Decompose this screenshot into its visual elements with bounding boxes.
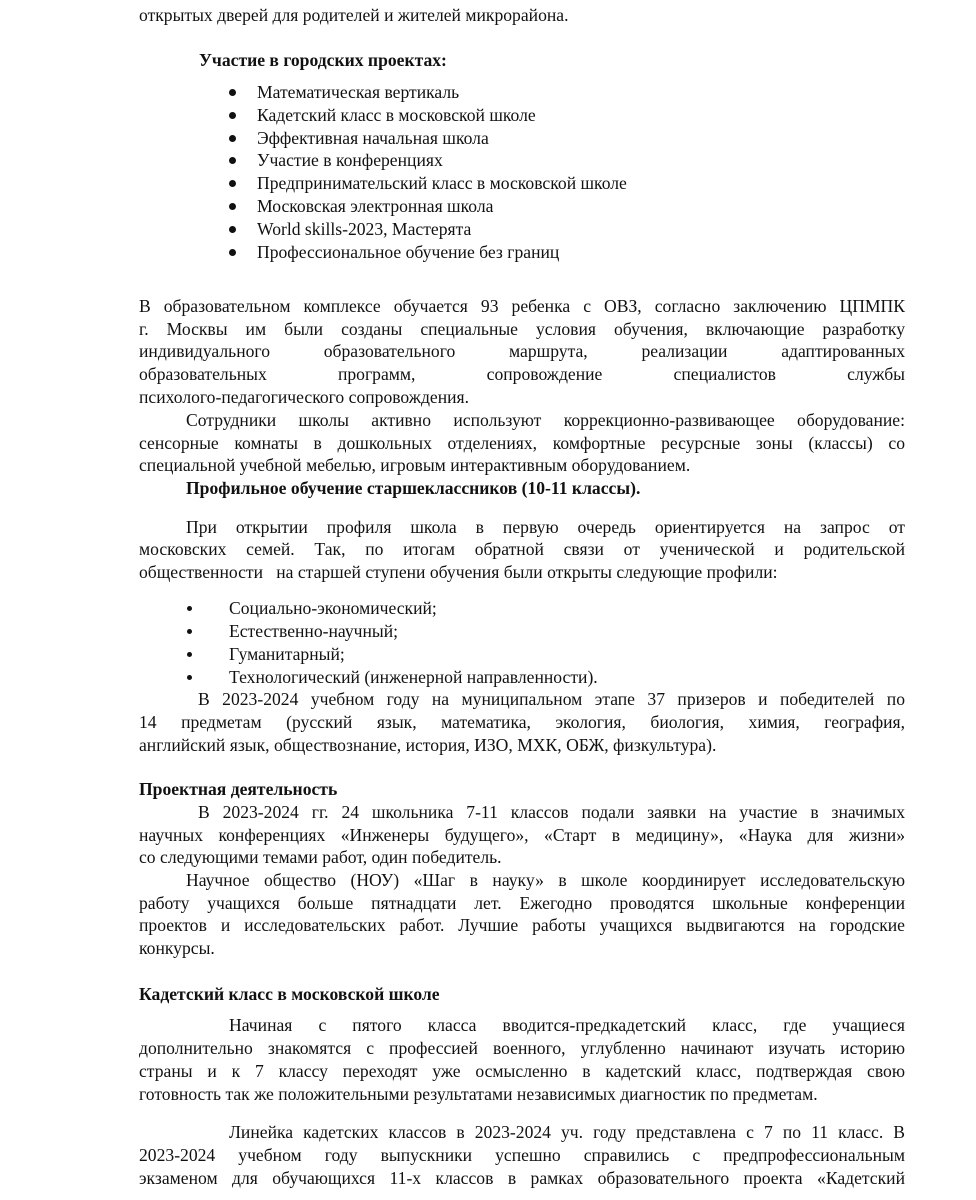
list-item: Кадетский класс в московской школе	[257, 105, 536, 125]
list-item: Участие в конференциях	[257, 150, 443, 170]
bullet-icon	[187, 675, 192, 680]
bullet-icon	[187, 629, 192, 634]
paragraph-line: Сотрудники школы активно используют коррекционно-развивающее оборудование:	[186, 410, 905, 430]
paragraph-line: Начиная с пятого класса вводится-предкадетский класс, где учащиеся	[229, 1015, 905, 1035]
list-item: Технологический (инженерной направленности).	[229, 667, 598, 687]
list-item: Профессиональное обучение без границ	[257, 242, 560, 262]
list-item: Московская электронная школа	[257, 196, 494, 216]
paragraph-line: Линейка кадетских классов в 2023-2024 уч. году представлена с 7 по 11 класс. В	[229, 1122, 905, 1142]
paragraph-line: общественности на старшей ступени обучения были открыты следующие профили:	[139, 562, 778, 582]
bullet-icon	[229, 226, 236, 233]
bullet-icon	[229, 203, 236, 210]
paragraph-line: английский язык, обществознание, история, ИЗО, МХК, ОБЖ, физкультура).	[139, 735, 717, 755]
list-item: Естественно-научный;	[229, 621, 399, 641]
list-item: Гуманитарный;	[229, 644, 345, 664]
cadet-heading: Кадетский класс в московской школе	[139, 984, 440, 1004]
bullet-icon	[229, 249, 236, 256]
paragraph-line: В образовательном комплексе обучается 93 ребенка с ОВЗ, согласно заключению ЦПМПК	[139, 296, 905, 316]
list-item: Социально-экономический;	[229, 598, 437, 618]
paragraph-line: индивидуального образовательного маршрута, реализации адаптированных	[139, 341, 905, 361]
bullet-icon	[229, 157, 236, 164]
paragraph-line: психолого-педагогического сопровождения.	[139, 387, 470, 407]
paragraph-line: московских семей. Так, по итогам обратной связи от ученической и родительской	[139, 539, 905, 559]
paragraph-line: экзаменом для обучающихся 11-х классов в рамках образовательного проекта «Кадетский	[139, 1168, 905, 1188]
paragraph-line: научных конференциях «Инженеры будущего», «Старт в медицину», «Наука для жизни»	[139, 825, 905, 845]
bullet-icon	[229, 180, 236, 187]
bullet-icon	[229, 112, 236, 119]
paragraph-line: со следующими темами работ, один победитель.	[139, 847, 502, 867]
paragraph-line: Научное общество (НОУ) «Шаг в науку» в школе координирует исследовательскую	[186, 870, 905, 890]
list-item: Эффективная начальная школа	[257, 128, 489, 148]
paragraph-line: 2023-2024 учебном году выпускники успешно справились с предпрофессиональным	[139, 1145, 905, 1165]
paragraph-line: При открытии профиля школа в первую очередь ориентируется на запрос от	[186, 517, 905, 537]
paragraph-line: конкурсы.	[139, 938, 215, 958]
bullet-icon	[229, 89, 236, 96]
bullet-icon	[187, 652, 192, 657]
paragraph-line: В 2023-2024 гг. 24 школьника 7-11 классов подали заявки на участие в значимых	[198, 802, 905, 822]
list-item: World skills-2023, Мастерята	[257, 219, 472, 239]
paragraph-line: готовность так же положительными результатами независимых диагностик по предметам.	[139, 1084, 818, 1104]
profile-heading: Профильное обучение старшеклассников (10-11 классы).	[186, 478, 641, 498]
paragraph-line: В 2023-2024 учебном году на муниципальном этапе 37 призеров и победителей по	[198, 689, 905, 709]
paragraph-line: специальной учебной мебелью, игровым интерактивным оборудованием.	[139, 455, 691, 475]
intro-tail: открытых дверей для родителей и жителей микрорайона.	[139, 5, 569, 25]
list-item: Математическая вертикаль	[257, 82, 460, 102]
bullet-icon	[187, 606, 192, 611]
paragraph-line: страны и к 7 классу переходят уже осмысленно в кадетский класс, подтверждая свою	[139, 1061, 905, 1081]
paragraph-line: дополнительно знакомятся с профессией военного, углубленно начинают изучать историю	[139, 1038, 905, 1058]
projects-heading: Проектная деятельность	[139, 779, 338, 799]
bullet-icon	[229, 135, 236, 142]
paragraph-line: г. Москвы им были созданы специальные условия обучения, включающие разработку	[139, 319, 905, 339]
paragraph-line: образовательных программ, сопровождение специалистов службы	[139, 364, 905, 384]
list-item: Предпринимательский класс в московской школе	[257, 173, 627, 193]
paragraph-line: 14 предметам (русский язык, математика, экология, биология, химия, география,	[139, 712, 905, 732]
city-projects-heading: Участие в городских проектах:	[199, 50, 447, 70]
paragraph-line: работу учащихся больше пятнадцати лет. Ежегодно проводятся школьные конференции	[139, 893, 905, 913]
paragraph-line: сенсорные комнаты в дошкольных отделениях, комфортные ресурсные зоны (классы) со	[139, 433, 905, 453]
paragraph-line: проектов и исследовательских работ. Лучшие работы учащихся выдвигаются на городские	[139, 915, 905, 935]
